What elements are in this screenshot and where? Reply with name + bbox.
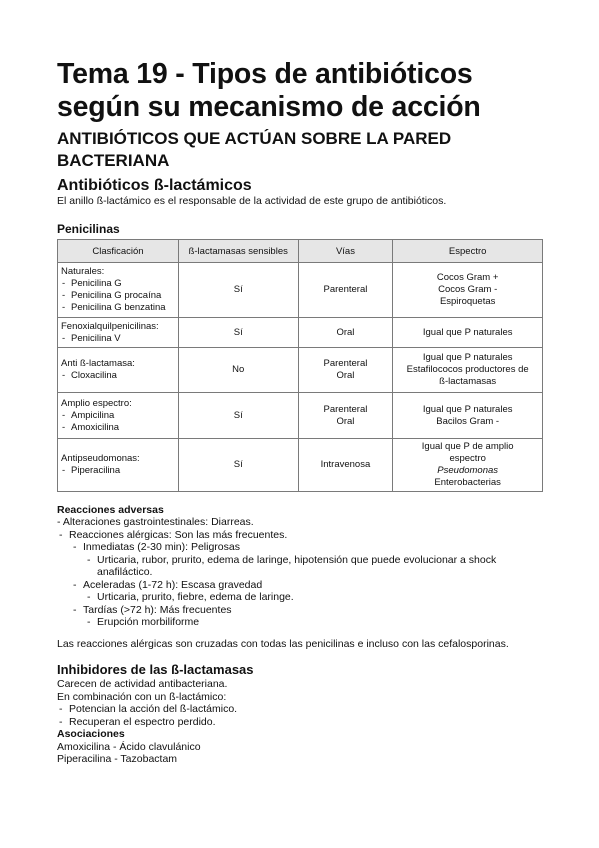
spectrum-line: Pseudomonas [437,465,499,476]
spectrum-line: ß-lactamasas [439,376,497,387]
penicilinas-title: Penicilinas [57,222,120,236]
section-subtitle: ANTIBIÓTICOS QUE ACTÚAN SOBRE LA PARED BACTERIANA [57,129,452,170]
header-cell: ß-lactamasas sensibles [178,240,298,263]
cell-clasificacion [58,348,179,393]
reaccion-line: - Erupción morbiliforme [57,616,543,629]
cell-vias [298,263,393,318]
reaccion-line: - Urticaria, rubor, prurito, edema de laringe, hipotensión que puede evolucionar a shock anafiláctico. [57,554,543,579]
reacciones-title: Reacciones adversas [57,504,164,516]
inhibidores-line: Carecen de actividad antibacteriana. [57,678,228,690]
drug-item: - Penicilina G procaína [61,290,175,302]
via-line: Oral [336,415,355,427]
group-label: Amplio espectro: [61,397,132,409]
page-title: Tema 19 - Tipos de antibióticos según su mecanismo de acción [57,58,481,123]
cell-vias [298,439,393,492]
header-cell: Espectro [393,240,543,263]
group-label: Naturales: [61,266,105,277]
drug-item: - Amoxicilina [61,422,175,434]
cell-vias [298,348,393,393]
cell-espectro [393,393,543,439]
spectrum-line: Espiroquetas [439,296,496,307]
spectrum-line: Igual que P naturales [422,326,513,338]
cell-espectro [393,348,543,393]
drug-item: - Penicilina G [61,278,175,290]
reaccion-line: - Aceleradas (1-72 h): Escasa gravedad [57,579,543,592]
table-row [58,318,543,348]
reaccion-line: - Alteraciones gastrointestinales: Diarreas. [57,516,254,528]
drug-item: - Ampicilina [61,410,175,422]
cell-clasificacion [58,318,179,348]
asociacion-item: Piperacilina - Tazobactam [57,753,178,765]
cell-sensibles: Sí [178,263,298,318]
cell-sensibles: No [178,348,298,393]
table-header-row [58,240,543,263]
spectrum-line: Enterobacterias [434,477,501,488]
cell-espectro [393,439,543,492]
spectrum-line: espectro [449,453,486,464]
asociaciones-title: Asociaciones [57,728,125,740]
table-row [58,393,543,439]
cell-clasificacion [58,263,179,318]
drug-item: - Penicilina V [61,333,175,345]
inhibidores-bullet: - Potencian la acción del ß-lactámico. [57,703,543,716]
header-cell: Clasficación [58,240,179,263]
cell-espectro [393,263,543,318]
reacciones-list [57,516,543,629]
cell-clasificacion [58,393,179,439]
table-row [58,263,543,318]
via-line: Oral [336,370,355,381]
section-heading: Antibióticos ß-lactámicos [57,177,252,194]
reaccion-line: - Reacciones alérgicas: Son las más frecuentes. [57,529,543,542]
via-line: Parenteral [323,284,368,295]
document-content [57,58,543,766]
spectrum-line: Igual que P naturales [422,352,513,363]
cell-clasificacion [58,439,179,492]
inhibidores-bullet: - Recuperan el espectro perdido. [57,716,543,729]
drug-item: - Cloxacilina [61,370,175,382]
header-cell: Vías [298,240,393,263]
via-line: Parenteral [323,403,368,415]
table-row [58,348,543,393]
inhibidores-line: En combinación con un ß-lactámico: [57,690,227,703]
via-line: Intravenosa [320,459,371,470]
drug-item: - Piperacilina [61,465,175,477]
group-label: Antipseudomonas: [61,453,140,464]
spectrum-line: Igual que P naturales [422,403,513,415]
asociacion-item: Amoxicilina - Ácido clavulánico [57,740,201,753]
reaccion-line: - Tardías (>72 h): Más frecuentes [57,604,543,617]
spectrum-line: Bacilos Gram - [436,415,500,427]
spectrum-line: Igual que P de amplio [421,441,514,452]
intro-text: El anillo ß-lactámico es el responsable de la actividad de este grupo de antibióticos. [57,195,447,207]
group-label: Anti ß-lactamasa: [61,358,135,369]
spectrum-line: Estafilococos productores de [406,364,529,375]
penicilinas-table [57,239,543,492]
table-row [58,439,543,492]
inhibidores-title: Inhibidores de las ß-lactamasas [57,662,254,677]
spectrum-line: Cocos Gram + [436,272,499,283]
cell-espectro [393,318,543,348]
reaccion-line: - Urticaria, prurito, fiebre, edema de laringe. [57,591,543,604]
group-label: Fenoxialquilpenicilinas: [61,320,159,332]
drug-item: - Penicilina G benzatina [61,302,175,314]
cell-sensibles: Sí [178,318,298,348]
spectrum-line: Cocos Gram - [438,284,498,295]
cell-sensibles: Sí [178,439,298,492]
reaccion-line: - Inmediatas (2-30 min): Peligrosas [57,541,543,554]
via-line: Oral [336,326,355,338]
reacciones-note: Las reacciones alérgicas son cruzadas con todas las penicilinas e incluso con las cefalosporinas. [57,637,509,650]
cell-sensibles: Sí [178,393,298,439]
cell-vias [298,393,393,439]
via-line: Parenteral [323,358,368,369]
cell-vias [298,318,393,348]
